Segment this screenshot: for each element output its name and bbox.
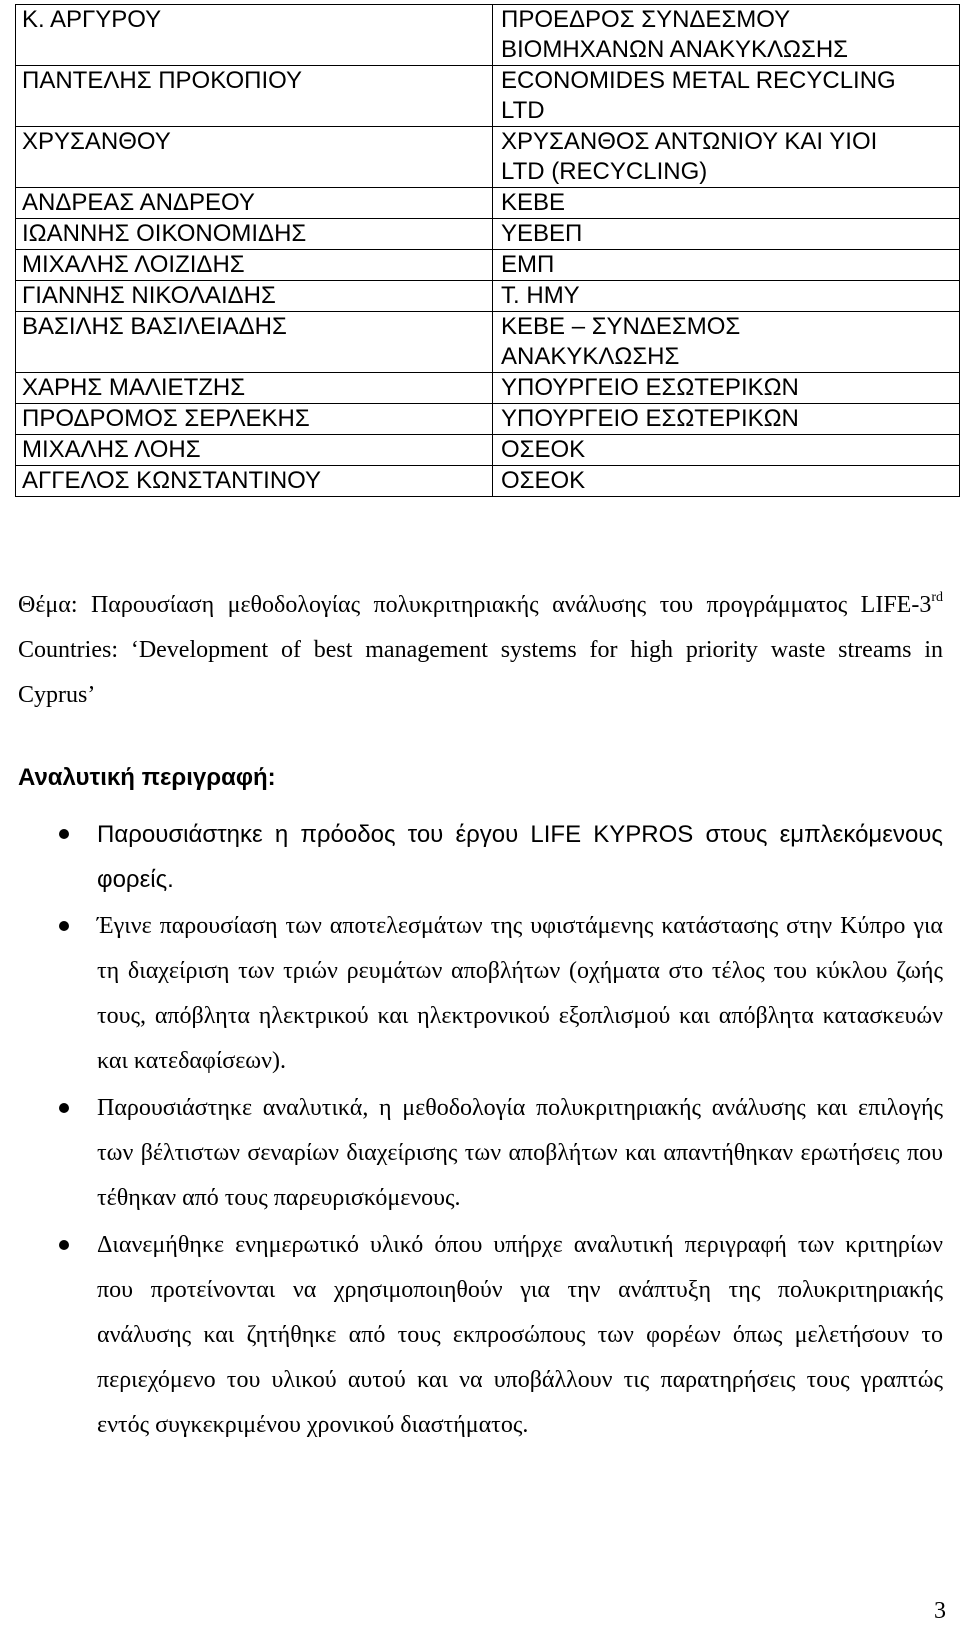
organization-line: ΥΕΒΕΠ bbox=[501, 220, 583, 247]
attendee-name: ΙΩΑΝΝΗΣ ΟΙΚΟΝΟΜΙΔΗΣ bbox=[16, 219, 493, 250]
organization-line: ΚΕΒΕ – ΣΥΝΔΕΣΜΟΣ bbox=[501, 313, 741, 340]
attendee-row bbox=[16, 404, 960, 435]
organization-line: ΟΣΕΟΚ bbox=[501, 436, 586, 463]
attendee-name: ΓΙΑΝΝΗΣ ΝΙΚΟΛΑΙΔΗΣ bbox=[16, 281, 493, 312]
meeting-subject bbox=[18, 583, 943, 718]
attendee-row bbox=[16, 312, 960, 373]
attendee-name: ΑΓΓΕΛΟΣ ΚΩΝΣΤΑΝΤΙΝΟΥ bbox=[16, 466, 493, 497]
attendee-name: ΠΡΟΔΡΟΜΟΣ ΣΕΡΛΕΚΗΣ bbox=[16, 404, 493, 435]
organization-line: ECONOMIDES METAL RECYCLING bbox=[501, 67, 896, 94]
bullet-item: Παρουσιάστηκε η πρόοδος του έργου LIFE KYPROS στους εμπλεκόμενους φορείς. bbox=[0, 812, 960, 902]
attendees-table bbox=[15, 4, 960, 497]
organization-line: ΧΡΥΣΑΝΘΟΣ ΑΝΤΩΝΙΟΥ ΚΑΙ ΥΙΟΙ bbox=[501, 128, 878, 155]
attendee-row bbox=[16, 373, 960, 404]
bullet-item: Διανεμήθηκε ενημερωτικό υλικό όπου υπήρχε αναλυτική περιγραφή των κριτηρίων που προτείνονται να χρησιμοποιηθούν για την ανάπτυξη της πολυκριτηριακής ανάλυσης και ζητήθηκε από τους εκπροσώπους των φορέων όπως μελετήσουν το περιεχόμενο του υλικού αυτού και να υποβάλλουν τις παρατηρήσεις τους γραπτώς εντός συγκεκριμένου χρονικού διαστήματος. bbox=[0, 1223, 960, 1448]
subject-text: Θέμα: Παρουσίαση μεθοδολογίας πολυκριτηριακής ανάλυσης του προγράμματος LIFE-3 bbox=[18, 592, 932, 618]
attendee-name: ΧΑΡΗΣ ΜΑΛΙΕΤΖΗΣ bbox=[16, 373, 493, 404]
bullet-icon bbox=[59, 921, 69, 931]
attendee-row bbox=[16, 281, 960, 312]
attendee-organization bbox=[493, 250, 960, 281]
bullet-icon bbox=[59, 1240, 69, 1250]
attendee-name: ΑΝΔΡΕΑΣ ΑΝΔΡΕΟΥ bbox=[16, 188, 493, 219]
attendee-organization bbox=[493, 312, 960, 373]
subject-text-continued: Countries: ‘Development of best management systems for high priority waste streams in Cyprus’ bbox=[18, 637, 943, 708]
bullet-icon bbox=[59, 1103, 69, 1113]
page-number: 3 bbox=[934, 1598, 946, 1624]
attendee-organization bbox=[493, 66, 960, 127]
attendee-row bbox=[16, 5, 960, 66]
attendee-name: ΠΑΝΤΕΛΗΣ ΠΡΟΚΟΠΙΟΥ bbox=[16, 66, 493, 127]
description-bullet-list bbox=[0, 812, 960, 1450]
attendee-row bbox=[16, 466, 960, 497]
attendee-organization bbox=[493, 373, 960, 404]
attendee-row bbox=[16, 219, 960, 250]
organization-line: ΥΠΟΥΡΓΕΙΟ ΕΣΩΤΕΡΙΚΩΝ bbox=[501, 405, 799, 432]
attendee-organization bbox=[493, 435, 960, 466]
description-heading: Αναλυτική περιγραφή: bbox=[18, 764, 276, 791]
attendee-organization bbox=[493, 5, 960, 66]
attendee-row bbox=[16, 66, 960, 127]
attendee-name: ΧΡΥΣΑΝΘΟΥ bbox=[16, 127, 493, 188]
organization-line: ΕΜΠ bbox=[501, 251, 555, 278]
organization-line: ΚΕΒΕ bbox=[501, 189, 566, 216]
attendee-organization bbox=[493, 188, 960, 219]
organization-line: ΑΝΑΚΥΚΛΩΣΗΣ bbox=[501, 343, 680, 370]
organization-line: ΠΡΟΕΔΡΟΣ ΣΥΝΔΕΣΜΟΥ bbox=[501, 6, 791, 33]
organization-line: LTD bbox=[501, 97, 545, 124]
attendee-row bbox=[16, 250, 960, 281]
attendee-row bbox=[16, 435, 960, 466]
organization-line: Τ. ΗΜΥ bbox=[501, 282, 580, 309]
attendee-organization bbox=[493, 281, 960, 312]
attendee-name: ΜΙΧΑΛΗΣ ΛΟΙΖΙΔΗΣ bbox=[16, 250, 493, 281]
organization-line: ΥΠΟΥΡΓΕΙΟ ΕΣΩΤΕΡΙΚΩΝ bbox=[501, 374, 799, 401]
attendee-name: ΜΙΧΑΛΗΣ ΛΟΗΣ bbox=[16, 435, 493, 466]
attendee-row bbox=[16, 127, 960, 188]
attendee-row bbox=[16, 188, 960, 219]
attendee-organization bbox=[493, 466, 960, 497]
organization-line: ΒΙΟΜΗΧΑΝΩΝ ΑΝΑΚΥΚΛΩΣΗΣ bbox=[501, 36, 848, 63]
subject-superscript: rd bbox=[931, 590, 943, 605]
bullet-item: Παρουσιάστηκε αναλυτικά, η μεθοδολογία πολυκριτηριακής ανάλυσης και επιλογής των βέλτιστων σεναρίων διαχείρισης των αποβλήτων και απαντήθηκαν ερωτήσεις που τέθηκαν από τους παρευρισκόμενους. bbox=[0, 1086, 960, 1221]
attendee-name: Κ. ΑΡΓΥΡΟΥ bbox=[16, 5, 493, 66]
organization-line: ΟΣΕΟΚ bbox=[501, 467, 586, 494]
bullet-item: Έγινε παρουσίαση των αποτελεσμάτων της υφιστάμενης κατάστασης στην Κύπρο για τη διαχείριση των τριών ρευμάτων αποβλήτων (οχήματα στο τέλος του κύκλου ζωής τους, απόβλητα ηλεκτρικού και ηλεκτρονικού εξοπλισμού και απόβλητα κατασκευών και κατεδαφίσεων). bbox=[0, 904, 960, 1084]
attendee-name: ΒΑΣΙΛΗΣ ΒΑΣΙΛΕΙΑΔΗΣ bbox=[16, 312, 493, 373]
bullet-icon bbox=[59, 829, 69, 839]
organization-line: LTD (RECYCLING) bbox=[501, 158, 708, 185]
attendee-organization bbox=[493, 404, 960, 435]
attendee-organization bbox=[493, 127, 960, 188]
attendee-organization bbox=[493, 219, 960, 250]
